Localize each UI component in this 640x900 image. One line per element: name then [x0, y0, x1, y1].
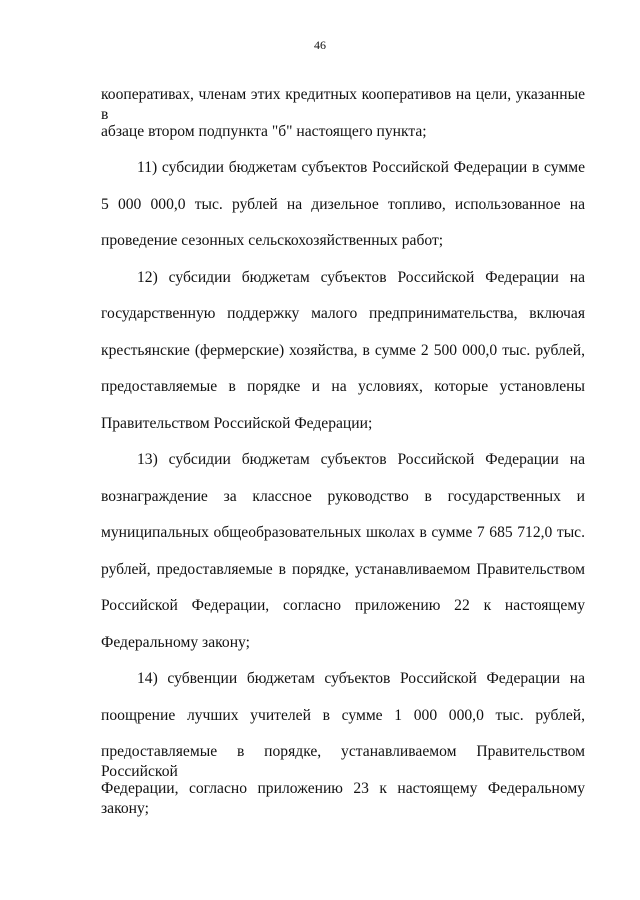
paragraph-first-line: 14) субвенции бюджетам субъектов Российской Федерации на [137, 670, 585, 687]
paragraph-line: государственную поддержку малого предпринимательства, включая [101, 305, 585, 322]
paragraph-line: предоставляемые в порядке, устанавливаемом Правительством Российской [101, 743, 585, 780]
paragraph-line: предоставляемые в порядке и на условиях, которые установлены [101, 378, 585, 395]
page-number: 46 [314, 38, 326, 52]
paragraph-first-line: 13) субсидии бюджетам субъектов Российской Федерации на [137, 451, 585, 468]
paragraph-first-line: кооперативах, членам этих кредитных кооперативов на цели, указанные в [101, 86, 585, 123]
paragraph-line: Федеральному закону; [101, 633, 250, 651]
paragraph-line: Российской Федерации, согласно приложению 22 к настоящему [101, 597, 585, 614]
paragraph-line: поощрение лучших учителей в сумме 1 000 000,0 тыс. рублей, [101, 706, 585, 724]
paragraph-first-line: 11) субсидии бюджетам субъектов Российской Федерации в сумме [137, 159, 585, 176]
paragraph-line: Правительством Российской Федерации; [101, 414, 373, 432]
paragraph-first-line: 12) субсидии бюджетам субъектов Российской Федерации на [137, 268, 585, 286]
paragraph-line: вознаграждение за классное руководство в государственных и [101, 487, 585, 505]
paragraph-line: рублей, предоставляемые в порядке, устанавливаемом Правительством [101, 560, 585, 578]
paragraph-line: абзаце втором подпункта "б" настоящего пункта; [101, 122, 427, 140]
paragraph-line: Федерации, согласно приложению 23 к настоящему Федеральному закону; [101, 779, 585, 817]
paragraph-line: 5 000 000,0 тыс. рублей на дизельное топливо, использованное на [101, 195, 585, 213]
paragraph-line: проведение сезонных сельскохозяйственных работ; [101, 232, 444, 249]
paragraph-line: муниципальных общеобразовательных школах в сумме 7 685 712,0 тыс. [101, 524, 585, 541]
paragraph-line: крестьянские (фермерские) хозяйства, в сумме 2 500 000,0 тыс. рублей, [101, 341, 585, 359]
